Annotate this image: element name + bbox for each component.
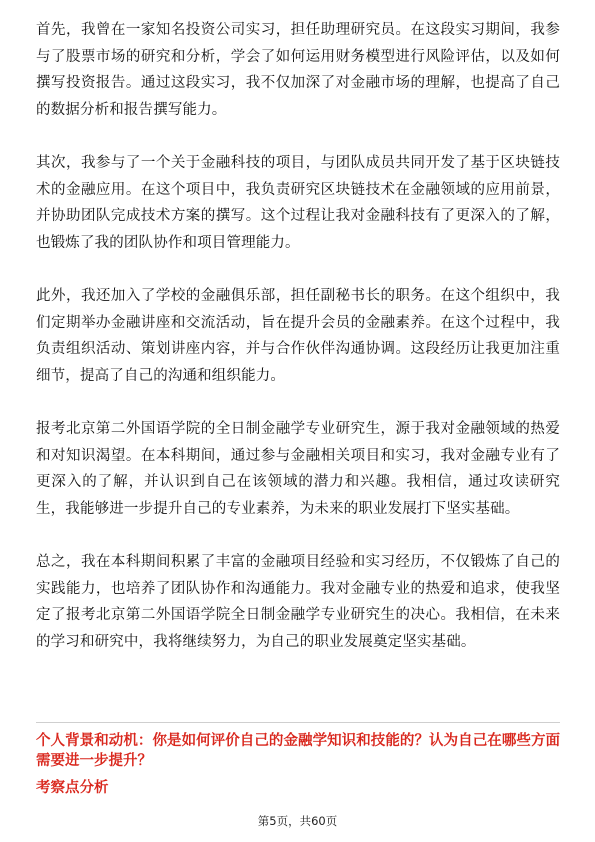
interview-question: 个人背景和动机：你是如何评价自己的金融学知识和技能的？认为自己在哪些方面需要进一步提升？	[36, 733, 560, 769]
paragraph-finance-club: 此外，我还加入了学校的金融俱乐部，担任副秘书长的职务。在这个组织中，我们定期举办金融讲座和交流活动，旨在提升会员的金融素养。在这个过程中，我负责组织活动、策划讲座内容，并与合作伙伴沟通协调。这段经历让我更加注重细节，提高了自己的沟通和组织能力。	[36, 288, 560, 384]
paragraph-conclusion: 总之，我在本科期间积累了丰富的金融项目经验和实习经历，不仅锻炼了自己的实践能力，也培养了团队协作和沟通能力。我对金融专业的热爱和追求，使我坚定了报考北京第二外国语学院全日制金融学专业研究生的决心。我相信，在未来的学习和研究中，我将继续努力，为自己的职业发展奠定坚实基础。	[36, 554, 560, 650]
paragraph-motivation: 报考北京第二外国语学院的全日制金融学专业研究生，源于我对金融领域的热爱和对知识渴望。在本科期间，通过参与金融相关项目和实习，我对金融专业有了更深入的了解，并认识到自己在该领域的潜力和兴趣。我相信，通过攻读研究生，我能够进一步提升自己的专业素养，为未来的职业发展打下坚实基础。	[36, 421, 560, 517]
paragraph-internship: 首先，我曾在一家知名投资公司实习，担任助理研究员。在这段实习期间，我参与了股票市场的研究和分析，学会了如何运用财务模型进行风险评估，以及如何撰写投资报告。通过这段实习，我不仅加深了对金融市场的理解，也提高了自己的数据分析和报告撰写能力。	[36, 22, 560, 118]
answer-body	[36, 17, 560, 655]
page-number-footer: 第5页，共60页	[257, 814, 338, 828]
section-divider	[36, 722, 560, 723]
paragraph-fintech-project: 其次，我参与了一个关于金融科技的项目，与团队成员共同开发了基于区块链技术的金融应用。在这个项目中，我负责研究区块链技术在金融领域的应用前景，并协助团队完成技术方案的撰写。这个过程让我对金融科技有了更深入的了解，也锻炼了我的团队协作和项目管理能力。	[36, 155, 560, 251]
analysis-heading: 考察点分析	[36, 780, 109, 796]
